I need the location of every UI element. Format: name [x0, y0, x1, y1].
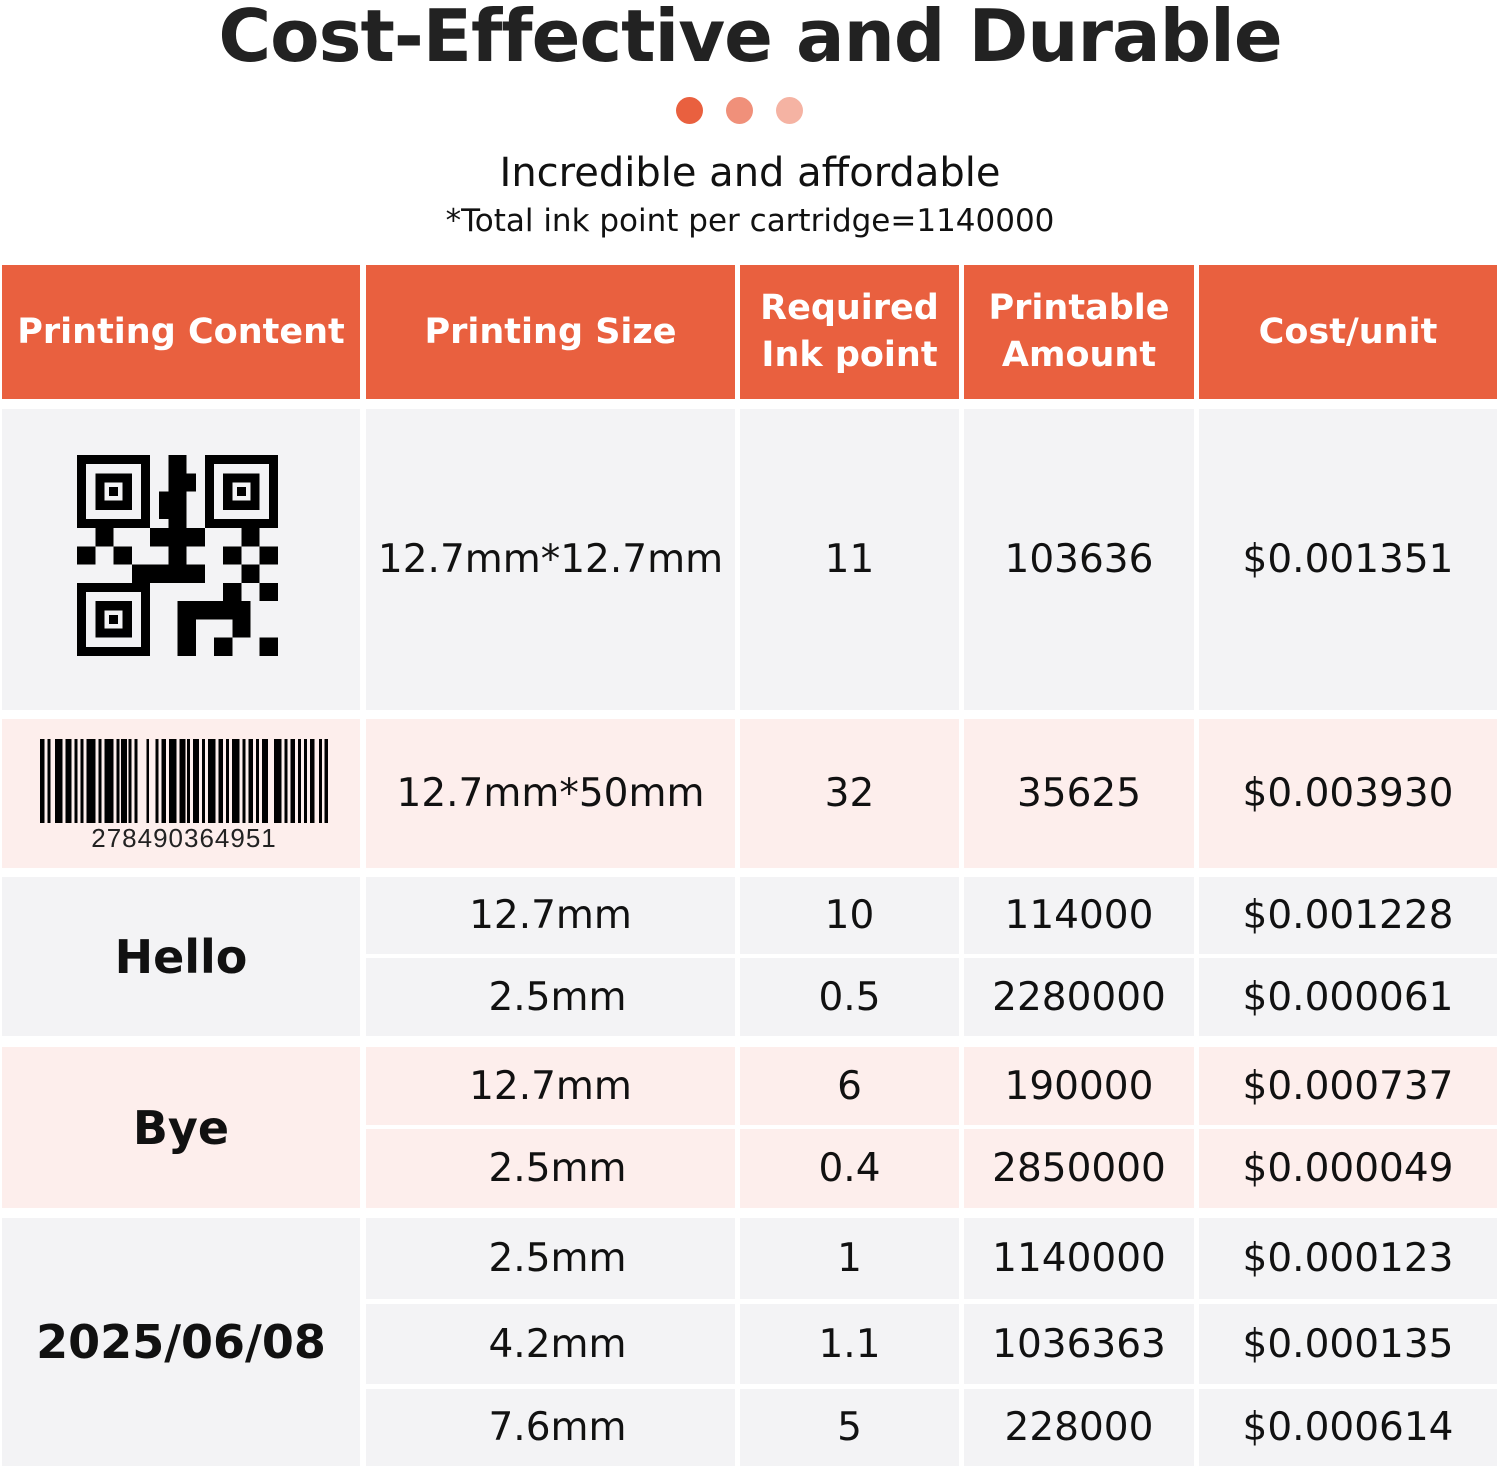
amount-cell: 114000 — [964, 877, 1194, 954]
content-cell-bye: Bye — [2, 1047, 360, 1208]
cost-cell: $0.003930 — [1199, 719, 1497, 868]
size-cell: 2.5mm — [366, 958, 735, 1036]
ink-cell: 5 — [740, 1389, 959, 1466]
cost-cell: $0.000135 — [1199, 1304, 1497, 1384]
ink-cell: 32 — [740, 719, 959, 868]
ink-cell: 0.4 — [740, 1129, 959, 1208]
size-cell: 2.5mm — [366, 1129, 735, 1208]
barcode-number: 278490364951 — [91, 823, 277, 853]
barcode-icon — [40, 739, 328, 823]
page-title: Cost-Effective and Durable — [218, 0, 1282, 78]
size-cell: 12.7mm — [366, 877, 735, 954]
cost-cell: $0.000123 — [1199, 1218, 1497, 1299]
size-cell: 12.7mm*50mm — [366, 719, 735, 868]
amount-cell: 190000 — [964, 1047, 1194, 1125]
column-header-required-ink-point: Required Ink point — [740, 265, 959, 399]
content-cell-hello: Hello — [2, 877, 360, 1036]
column-header-printable-amount: Printable Amount — [964, 265, 1194, 399]
ink-cell: 0.5 — [740, 958, 959, 1036]
size-cell: 2.5mm — [366, 1218, 735, 1299]
amount-cell: 1140000 — [964, 1218, 1194, 1299]
cost-cell: $0.001351 — [1199, 409, 1497, 710]
column-header-printing-content: Printing Content — [2, 265, 360, 399]
amount-cell: 228000 — [964, 1389, 1194, 1466]
amount-cell: 103636 — [964, 409, 1194, 710]
content-cell-date: 2025/06/08 — [2, 1218, 360, 1466]
ink-cell: 1.1 — [740, 1304, 959, 1384]
ink-cell: 1 — [740, 1218, 959, 1299]
amount-cell: 35625 — [964, 719, 1194, 868]
size-cell: 7.6mm — [366, 1389, 735, 1466]
size-cell: 12.7mm*12.7mm — [366, 409, 735, 710]
cost-cell: $0.000737 — [1199, 1047, 1497, 1125]
size-cell: 4.2mm — [366, 1304, 735, 1384]
column-header-printing-size: Printing Size — [366, 265, 735, 399]
cost-cell: $0.000061 — [1199, 958, 1497, 1036]
amount-cell: 2850000 — [964, 1129, 1194, 1208]
qr-code-icon — [77, 455, 278, 656]
cost-cell: $0.000614 — [1199, 1389, 1497, 1466]
footnote: *Total ink point per cartridge=1140000 — [445, 203, 1055, 239]
dot-icon — [676, 97, 703, 124]
ink-cell: 11 — [740, 409, 959, 710]
cost-cell: $0.001228 — [1199, 877, 1497, 954]
amount-cell: 1036363 — [964, 1304, 1194, 1384]
column-header-cost-per-unit: Cost/unit — [1199, 265, 1497, 399]
subtitle: Incredible and affordable — [499, 150, 1001, 196]
ink-cell: 10 — [740, 877, 959, 954]
decorative-dots — [676, 97, 803, 124]
size-cell: 12.7mm — [366, 1047, 735, 1125]
cost-cell: $0.000049 — [1199, 1129, 1497, 1208]
amount-cell: 2280000 — [964, 958, 1194, 1036]
ink-cell: 6 — [740, 1047, 959, 1125]
dot-icon — [726, 97, 753, 124]
dot-icon — [776, 97, 803, 124]
